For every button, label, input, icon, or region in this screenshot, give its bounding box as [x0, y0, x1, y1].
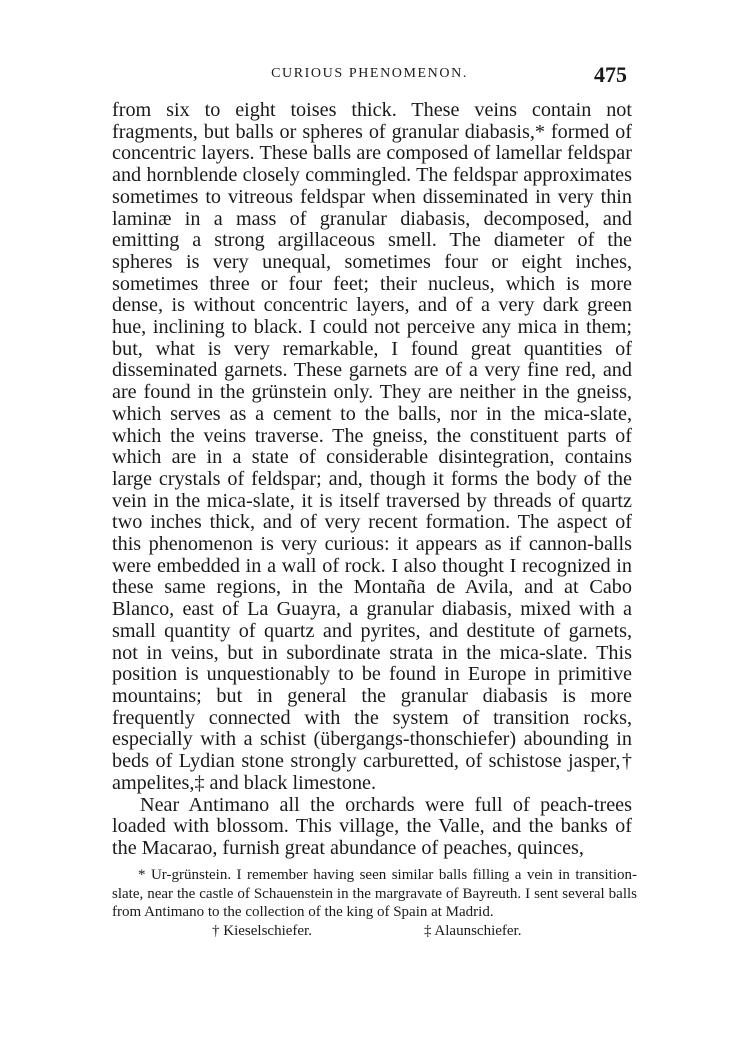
footnotes: [112, 866, 637, 942]
running-head: [112, 62, 627, 88]
paragraph: Near Antimano all the orchards were full of peach-trees loaded with blossom. This village, the Valle, and the banks of the Macarao, furnish great abundance of peaches, quinces,: [112, 793, 632, 859]
footnote-dagger: † Kieselschiefer.: [212, 922, 312, 939]
paragraph: from six to eight toises thick. These veins contain not fragments, but balls or spheres of granular diabasis,* formed of concentric layers. These balls are composed of lamellar feldspar and hornblende closely commingled. The feldspar approximates sometimes to vitreous feldspar when disseminated in very thin laminæ in a mass of granular diabasis, decomposed, and emitting a strong argillaceous smell. The diameter of the spheres is very unequal, sometimes four or eight inches, sometimes three or four feet; their nucleus, which is more dense, is without concentric layers, and of a very dark green hue, inclining to black. I could not perceive any mica in them; but, what is very remarkable, I found great quantities of disseminated garnets. These garnets are of a very fine red, and are found in the grünstein only. They are neither in the gneiss, which serves as a cement to the balls, nor in the mica-slate, which the veins traverse. The gneiss, the constituent parts of which are in a state of considerable disintegration, contains large crystals of feldspar; and, though it forms the body of the vein in the mica-slate, it is itself traversed by threads of quartz two inches thick, and of very recent formation. The aspect of this phenomenon is very curious: it appears as if cannon-balls were embedded in a wall of rock. I also thought I recognized in these same regions, in the Montaña de Avila, and at Cabo Blanco, east of La Guayra, a granular diabasis, mixed with a small quantity of quartz and pyrites, and destitute of garnets, not in veins, but in subordinate strata in the mica-slate. This position is unquestionably to be found in Europe in primitive mountains; but in general the granular diabasis is more frequently connected with the system of transition rocks, especially with a schist (übergangs-thonschiefer) abounding in beds of Lydian stone strongly carburetted, of schistose jasper,† ampelites,‡ and black limestone.: [112, 99, 632, 794]
footnote-row: [112, 922, 637, 942]
body-text: [112, 100, 632, 860]
footnote-double-dagger: ‡ Alaunschiefer.: [424, 922, 522, 939]
page-number: 475: [594, 62, 627, 87]
running-title: CURIOUS PHENOMENON.: [271, 66, 468, 81]
footnote-star: * Ur-grünstein. I remember having seen similar balls filling a vein in transition-slate, near the castle of Schauenstein in the margravate of Bayreuth. I sent several balls from Antimano to the collection of the king of Spain at Madrid.: [112, 867, 637, 920]
